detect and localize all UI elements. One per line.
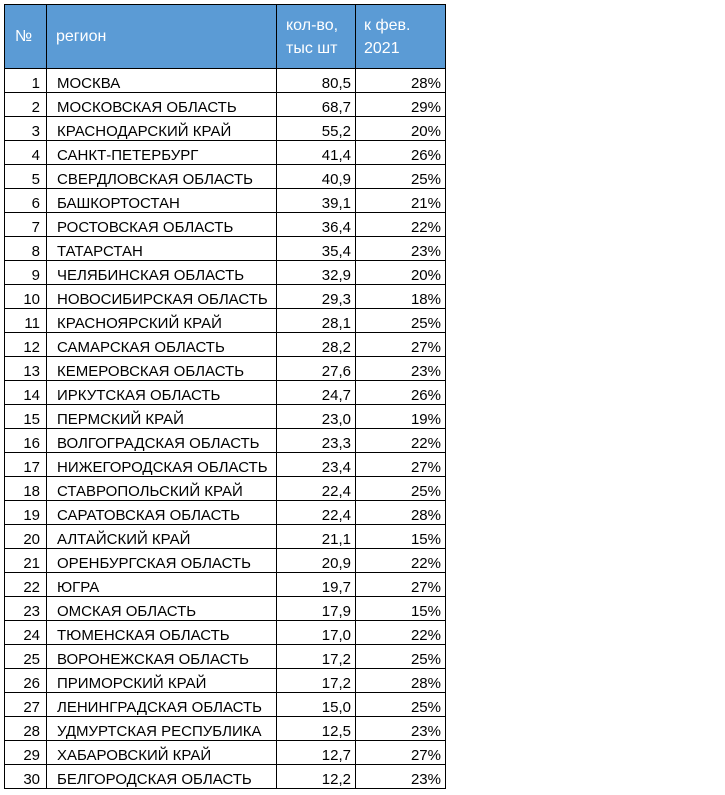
row-region-cell: РОСТОВСКАЯ ОБЛАСТЬ [47,213,277,237]
row-number-cell: 19 [5,501,47,525]
row-number-cell: 22 [5,573,47,597]
row-change-cell: 29% [356,93,446,117]
row-change-cell: 27% [356,573,446,597]
row-number-cell: 1 [5,69,47,93]
row-change-cell: 22% [356,549,446,573]
table-row [5,261,446,285]
row-change-cell: 22% [356,621,446,645]
header-number [5,5,47,69]
table-body [5,69,446,789]
row-quantity-cell: 40,9 [277,165,356,189]
row-change-cell: 25% [356,165,446,189]
row-quantity-cell: 23,4 [277,453,356,477]
header-region-label: регион [56,28,107,45]
row-number-cell: 25 [5,645,47,669]
row-number-cell: 29 [5,741,47,765]
row-region-cell: САНКТ-ПЕТЕРБУРГ [47,141,277,165]
row-region-cell: ЧЕЛЯБИНСКАЯ ОБЛАСТЬ [47,261,277,285]
row-change-cell: 27% [356,333,446,357]
table-row [5,669,446,693]
row-region-cell: НИЖЕГОРОДСКАЯ ОБЛАСТЬ [47,453,277,477]
table-row [5,189,446,213]
row-change-cell: 25% [356,645,446,669]
row-region-cell: ХАБАРОВСКИЙ КРАЙ [47,741,277,765]
table-row [5,693,446,717]
row-number-cell: 20 [5,525,47,549]
table-header [5,5,446,69]
table-row [5,741,446,765]
table-row [5,333,446,357]
row-number-cell: 12 [5,333,47,357]
row-number-cell: 15 [5,405,47,429]
row-change-cell: 26% [356,141,446,165]
header-change-line1: к фев. [364,16,411,34]
row-region-cell: ОРЕНБУРГСКАЯ ОБЛАСТЬ [47,549,277,573]
header-change [356,5,446,69]
row-change-cell: 19% [356,405,446,429]
row-change-cell: 21% [356,189,446,213]
row-change-cell: 23% [356,357,446,381]
row-region-cell: ЮГРА [47,573,277,597]
row-region-cell: ТАТАРСТАН [47,237,277,261]
row-quantity-cell: 22,4 [277,477,356,501]
row-region-cell: ИРКУТСКАЯ ОБЛАСТЬ [47,381,277,405]
row-number-cell: 3 [5,117,47,141]
row-quantity-cell: 28,1 [277,309,356,333]
row-number-cell: 6 [5,189,47,213]
row-change-cell: 15% [356,597,446,621]
row-number-cell: 5 [5,165,47,189]
row-number-cell: 30 [5,765,47,789]
row-quantity-cell: 17,2 [277,669,356,693]
row-change-cell: 23% [356,237,446,261]
row-quantity-cell: 20,9 [277,549,356,573]
row-quantity-cell: 24,7 [277,381,356,405]
row-change-cell: 25% [356,309,446,333]
row-region-cell: ПРИМОРСКИЙ КРАЙ [47,669,277,693]
table-row [5,477,446,501]
row-number-cell: 17 [5,453,47,477]
row-quantity-cell: 22,4 [277,501,356,525]
row-number-cell: 21 [5,549,47,573]
row-region-cell: ВОЛГОГРАДСКАЯ ОБЛАСТЬ [47,429,277,453]
table-row [5,429,446,453]
region-table [4,4,446,789]
row-number-cell: 26 [5,669,47,693]
row-number-cell: 7 [5,213,47,237]
header-quantity-line1: кол-во, [286,16,339,34]
row-change-cell: 25% [356,693,446,717]
row-quantity-cell: 28,2 [277,333,356,357]
row-change-cell: 15% [356,525,446,549]
row-change-cell: 22% [356,429,446,453]
row-quantity-cell: 17,9 [277,597,356,621]
table-row [5,381,446,405]
row-region-cell: МОСКОВСКАЯ ОБЛАСТЬ [47,93,277,117]
table-row [5,285,446,309]
row-change-cell: 23% [356,765,446,789]
table-row [5,405,446,429]
header-change-line2: 2021 [364,39,400,57]
table-row [5,549,446,573]
row-region-cell: МОСКВА [47,69,277,93]
table-row [5,501,446,525]
row-region-cell: ЛЕНИНГРАДСКАЯ ОБЛАСТЬ [47,693,277,717]
row-quantity-cell: 29,3 [277,285,356,309]
row-quantity-cell: 80,5 [277,69,356,93]
header-quantity [277,5,356,69]
row-region-cell: КРАСНОДАРСКИЙ КРАЙ [47,117,277,141]
table-row [5,717,446,741]
row-change-cell: 22% [356,213,446,237]
row-quantity-cell: 27,6 [277,357,356,381]
row-quantity-cell: 35,4 [277,237,356,261]
table-row [5,597,446,621]
table-row [5,765,446,789]
row-number-cell: 8 [5,237,47,261]
row-quantity-cell: 23,0 [277,405,356,429]
table-row [5,453,446,477]
header-number-label: № [15,28,33,45]
header-quantity-line2: тыс шт [286,39,338,57]
row-region-cell: КРАСНОЯРСКИЙ КРАЙ [47,309,277,333]
header-region [47,5,277,69]
row-quantity-cell: 12,5 [277,717,356,741]
row-region-cell: НОВОСИБИРСКАЯ ОБЛАСТЬ [47,285,277,309]
row-number-cell: 11 [5,309,47,333]
row-region-cell: ПЕРМСКИЙ КРАЙ [47,405,277,429]
row-change-cell: 28% [356,69,446,93]
row-quantity-cell: 15,0 [277,693,356,717]
table-row [5,117,446,141]
row-quantity-cell: 19,7 [277,573,356,597]
table-row [5,573,446,597]
row-region-cell: САМАРСКАЯ ОБЛАСТЬ [47,333,277,357]
row-number-cell: 4 [5,141,47,165]
header-row [5,5,446,69]
table-row [5,165,446,189]
row-quantity-cell: 55,2 [277,117,356,141]
table-row [5,237,446,261]
row-number-cell: 13 [5,357,47,381]
row-number-cell: 23 [5,597,47,621]
row-region-cell: АЛТАЙСКИЙ КРАЙ [47,525,277,549]
row-number-cell: 16 [5,429,47,453]
row-region-cell: ОМСКАЯ ОБЛАСТЬ [47,597,277,621]
row-region-cell: БАШКОРТОСТАН [47,189,277,213]
table-row [5,213,446,237]
row-quantity-cell: 17,2 [277,645,356,669]
row-quantity-cell: 23,3 [277,429,356,453]
row-quantity-cell: 21,1 [277,525,356,549]
row-number-cell: 24 [5,621,47,645]
row-number-cell: 14 [5,381,47,405]
row-region-cell: СВЕРДЛОВСКАЯ ОБЛАСТЬ [47,165,277,189]
row-quantity-cell: 17,0 [277,621,356,645]
region-table-sheet [4,4,446,789]
row-number-cell: 27 [5,693,47,717]
table-row [5,645,446,669]
row-change-cell: 26% [356,381,446,405]
row-number-cell: 10 [5,285,47,309]
row-change-cell: 23% [356,717,446,741]
row-quantity-cell: 12,2 [277,765,356,789]
row-change-cell: 28% [356,669,446,693]
table-row [5,69,446,93]
row-quantity-cell: 36,4 [277,213,356,237]
row-region-cell: ТЮМЕНСКАЯ ОБЛАСТЬ [47,621,277,645]
row-change-cell: 25% [356,477,446,501]
row-region-cell: СТАВРОПОЛЬСКИЙ КРАЙ [47,477,277,501]
row-quantity-cell: 32,9 [277,261,356,285]
row-region-cell: САРАТОВСКАЯ ОБЛАСТЬ [47,501,277,525]
row-quantity-cell: 39,1 [277,189,356,213]
row-change-cell: 27% [356,453,446,477]
row-region-cell: КЕМЕРОВСКАЯ ОБЛАСТЬ [47,357,277,381]
row-number-cell: 18 [5,477,47,501]
row-region-cell: БЕЛГОРОДСКАЯ ОБЛАСТЬ [47,765,277,789]
row-change-cell: 27% [356,741,446,765]
row-quantity-cell: 68,7 [277,93,356,117]
row-region-cell: УДМУРТСКАЯ РЕСПУБЛИКА [47,717,277,741]
row-number-cell: 28 [5,717,47,741]
row-number-cell: 9 [5,261,47,285]
table-row [5,621,446,645]
table-row [5,141,446,165]
table-row [5,309,446,333]
table-row [5,525,446,549]
row-change-cell: 28% [356,501,446,525]
row-change-cell: 20% [356,117,446,141]
row-change-cell: 18% [356,285,446,309]
row-change-cell: 20% [356,261,446,285]
row-region-cell: ВОРОНЕЖСКАЯ ОБЛАСТЬ [47,645,277,669]
row-quantity-cell: 12,7 [277,741,356,765]
table-row [5,357,446,381]
table-row [5,93,446,117]
row-quantity-cell: 41,4 [277,141,356,165]
row-number-cell: 2 [5,93,47,117]
